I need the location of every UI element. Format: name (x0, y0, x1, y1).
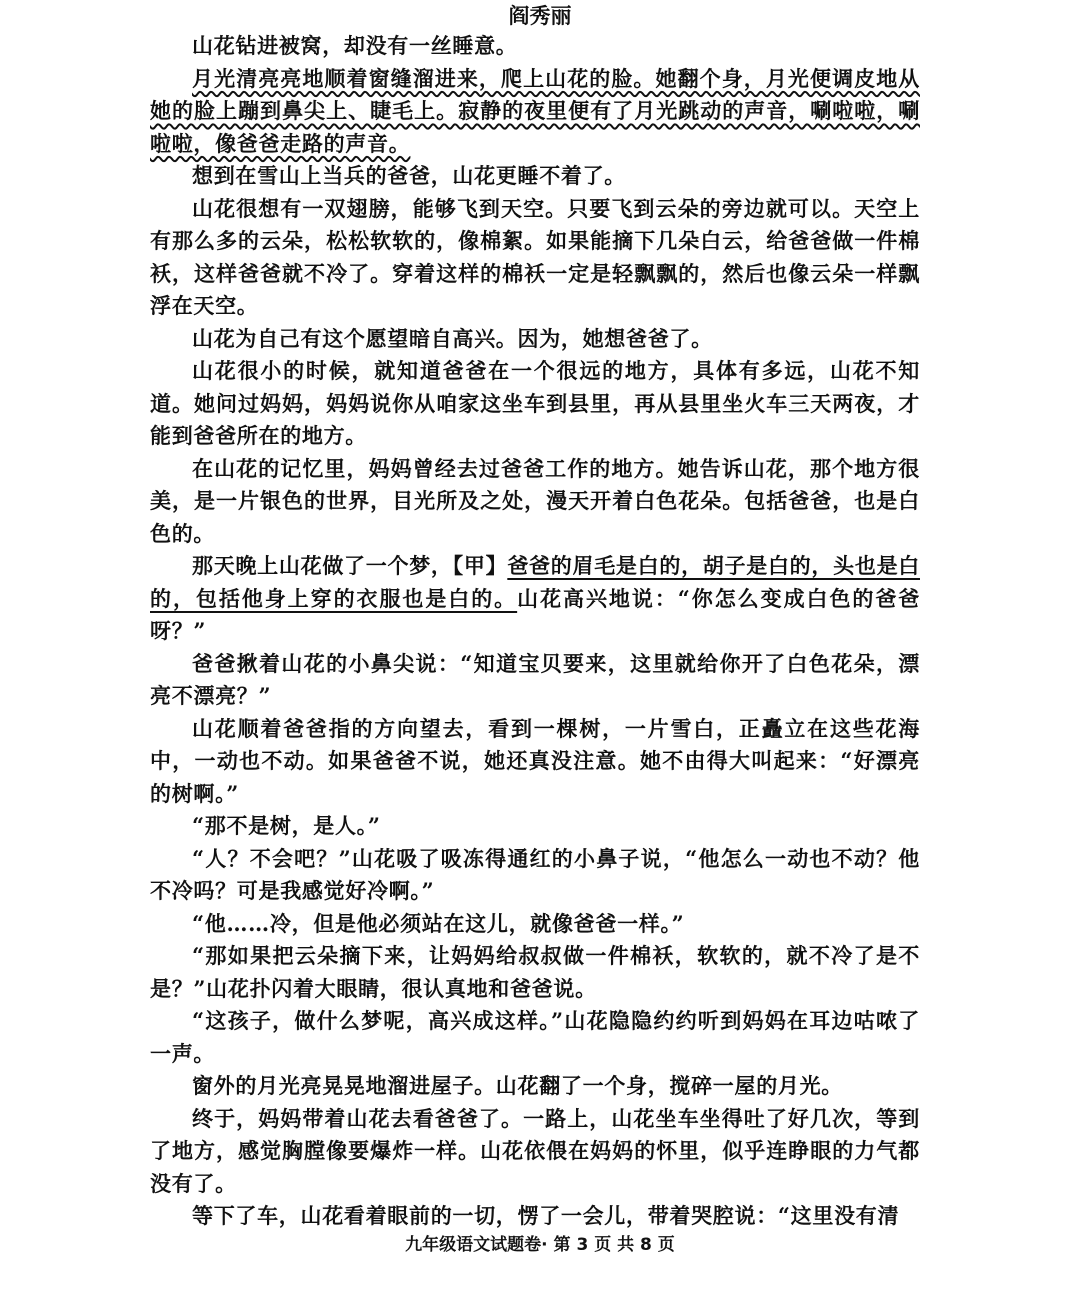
paragraph: 山花为自己有这个愿望暗自高兴。因为，她想爸爸了。 (192, 325, 713, 351)
jia-underlined-sentence: 爸爸的眉毛是白的，胡子是白的，头也是白的，包括他身上穿的衣服也是白的。 (150, 553, 920, 611)
page-footer: 九年级语文试题卷· 第 3 页 共 8 页 (405, 1235, 675, 1255)
paragraph: 窗外的月光亮晃晃地溜进屋子。山花翻了一个身，搅碎一屋的月光。 (192, 1073, 843, 1098)
paragraph: “他……冷，但是他必须站在这儿，就像爸爸一样。” (192, 910, 685, 936)
author-name: 阎秀丽 (508, 3, 572, 28)
wavy-underline-text: 月光清亮亮地顺着窗缝溜进来，爬上山花的脸。她翻个身，月光便调皮地从她的脸上蹦到鼻尖上、睫毛上。寂静的夜里便有了月光跳动的声音，唰啦啦，唰啦啦，像爸爸走路的声音。 (150, 65, 920, 156)
paragraph: 山花很想有一双翅膀，能够飞到天空。只要飞到云朵的旁边就可以。天空上有那么多的云朵，松松软软的，像棉絮。如果能摘下几朵白云，给爸爸做一件棉袄，这样爸爸就不冷了。穿着这样的棉袄一定是轻飘飘的，然后也像云朵一样飘浮在天空。 (150, 195, 920, 318)
paragraph: 在山花的记忆里，妈妈曾经去过爸爸工作的地方。她告诉山花，那个地方很美，是一片银色的世界，目光所及之处，漫天开着白色花朵。包括爸爸，也是白色的。 (150, 455, 920, 546)
paragraph: 想到在雪山上当兵的爸爸，山花更睡不着了。 (192, 163, 626, 188)
paragraph: 等下了车，山花看着眼前的一切，愣了一会儿，带着哭腔说：“这里没有清 (192, 1203, 900, 1228)
paragraph: “这孩子，做什么梦呢，高兴成这样。”山花隐隐约约听到妈妈在耳边咕哝了一声。 (150, 1008, 920, 1066)
paragraph: “人？不会吧？”山花吸了吸冻得通红的小鼻子说，“他怎么一动也不动？他不冷吗？可是我感觉好冷啊。” (150, 845, 920, 903)
paragraph: 终于，妈妈带着山花去看爸爸了。一路上，山花坐车坐得吐了好几次，等到了地方，感觉胸膛像要爆炸一样。山花依偎在妈妈的怀里，似乎连睁眼的力气都没有了。 (150, 1105, 920, 1196)
paragraph-wavy-underlined (150, 63, 920, 161)
paragraph: “那不是树，是人。” (192, 813, 381, 838)
paragraph: 爸爸揪着山花的小鼻尖说：“知道宝贝要来，这里就给你开了白色花朵，漂亮不漂亮？” (150, 650, 920, 708)
paragraph: “那如果把云朵摘下来，让妈妈给叔叔做一件棉袄，软软的，就不冷了是不是？”山花扑闪着大眼睛，很认真地和爸爸说。 (150, 943, 920, 1001)
paragraph: 山花很小的时候，就知道爸爸在一个很远的地方，具体有多远，山花不知道。她问过妈妈，妈妈说你从咱家这坐车到县里，再从县里坐火车三天两夜，才能到爸爸所在的地方。 (150, 358, 920, 448)
paragraph: 山花顺着爸爸指的方向望去，看到一棵树，一片雪白，正矗立在这些花海中，一动也不动。如果爸爸不说，她还真没注意。她不由得大叫起来：“好漂亮的树啊。” (150, 715, 920, 806)
jia-lead-text: 那天晚上山花做了一个梦，【甲】 (192, 553, 508, 578)
jia-trailing-text: 山花高兴地说：“你怎么变成白色的爸爸呀？” (150, 585, 920, 643)
story-text (150, 30, 920, 1233)
paragraph-jia (150, 550, 920, 648)
paragraph: 山花钻进被窝，却没有一丝睡意。 (192, 33, 518, 58)
